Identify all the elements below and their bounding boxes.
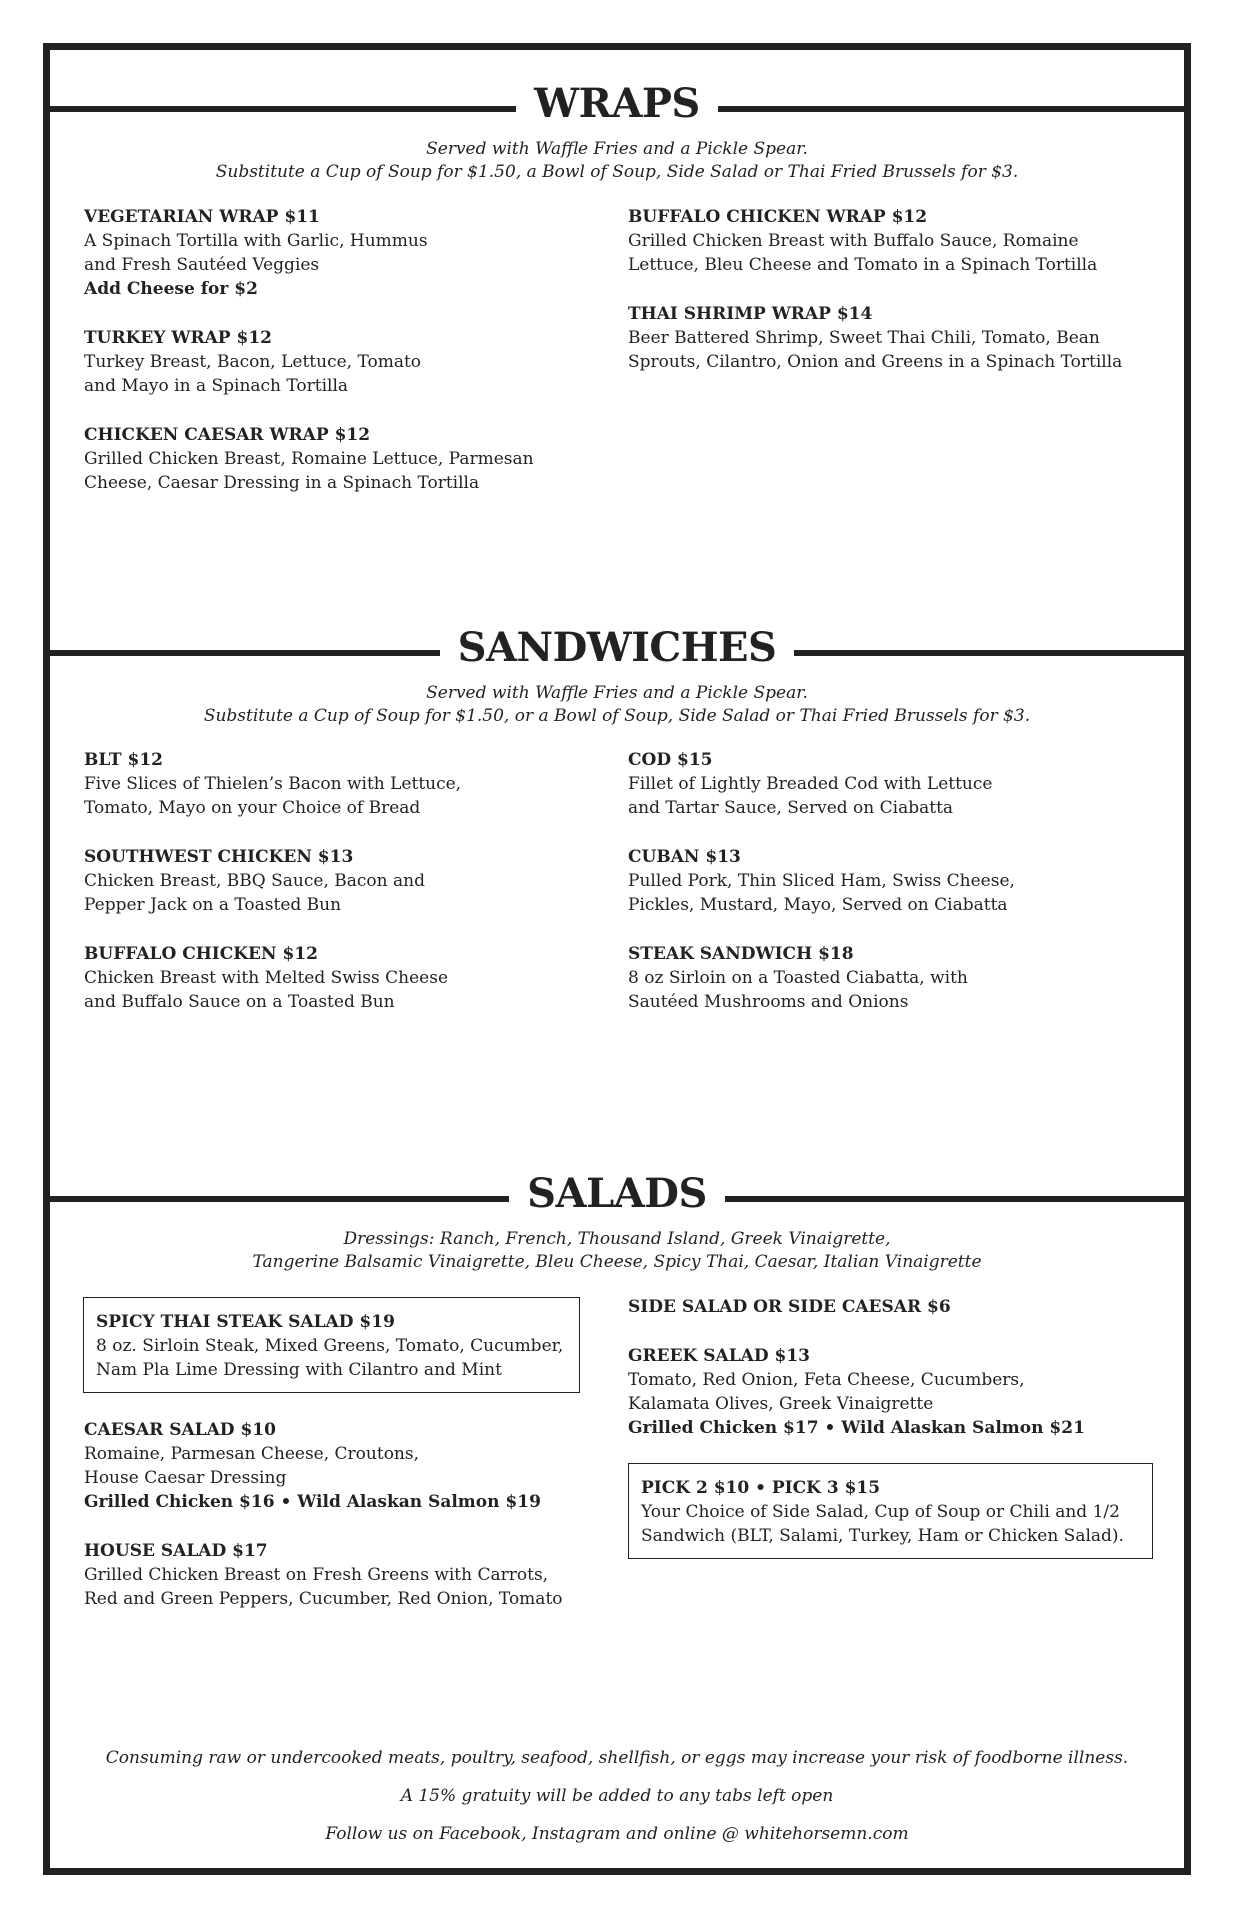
item-name: BUFFALO CHICKEN WRAP $12	[628, 207, 928, 227]
item-name: STEAK SANDWICH $18	[628, 944, 854, 964]
item-description: Lettuce, Bleu Cheese and Tomato in a Spinach Tortilla	[628, 255, 1098, 275]
social-note: Follow us on Facebook, Instagram and online @ whitehorsemn.com	[325, 1824, 909, 1844]
salads-note: Dressings: Ranch, French, Thousand Island, Greek Vinaigrette, Tangerine Balsamic Vinaigrette, Bleu Cheese, Spicy Thai, Caesar, Italian Vinaigrette	[252, 1229, 982, 1272]
salads-left-column	[84, 1312, 569, 1636]
menu-item	[628, 748, 1168, 820]
item-description: Kalamata Olives, Greek Vinaigrette	[628, 1394, 934, 1414]
menu-item	[628, 302, 1168, 374]
salads-title: SALADS	[509, 1170, 725, 1217]
sandwiches-note: Served with Waffle Fries and a Pickle Spear. Substitute a Cup of Soup for $1.50, or a Bowl of Soup, Side Salad or Thai Fried Brussels for $3.	[203, 683, 1031, 726]
item-description: A Spinach Tortilla with Garlic, Hummus	[84, 231, 428, 251]
wraps-left-column	[84, 205, 584, 520]
item-addon: Grilled Chicken $17 • Wild Alaskan Salmon $21	[628, 1418, 1085, 1438]
menu-item	[84, 942, 584, 1014]
menu-item	[628, 205, 1168, 277]
item-name: BUFFALO CHICKEN $12	[84, 944, 318, 964]
item-description: Tomato, Mayo on your Choice of Bread	[84, 798, 421, 818]
item-description: Cheese, Caesar Dressing in a Spinach Tortilla	[84, 473, 480, 493]
item-description: Beer Battered Shrimp, Sweet Thai Chili, Tomato, Bean	[628, 328, 1100, 348]
item-name: HOUSE SALAD $17	[84, 1541, 268, 1561]
item-description: Pulled Pork, Thin Sliced Ham, Swiss Cheese,	[628, 871, 1015, 891]
item-description: Pepper Jack on a Toasted Bun	[84, 895, 342, 915]
wraps-note: Served with Waffle Fries and a Pickle Spear. Substitute a Cup of Soup for $1.50, a Bowl of Soup, Side Salad or Thai Fried Brussels for $3.	[215, 139, 1019, 182]
item-name: SOUTHWEST CHICKEN $13	[84, 847, 354, 867]
wraps-title: WRAPS	[516, 80, 718, 127]
item-name: SIDE SALAD OR SIDE CAESAR $6	[628, 1297, 951, 1317]
item-description: Grilled Chicken Breast on Fresh Greens with Carrots,	[84, 1565, 549, 1585]
item-description: Turkey Breast, Bacon, Lettuce, Tomato	[84, 352, 422, 372]
item-description: Pickles, Mustard, Mayo, Served on Ciabatta	[628, 895, 1008, 915]
item-description: Five Slices of Thielen’s Bacon with Lettuce,	[84, 774, 462, 794]
menu-item	[628, 1344, 1168, 1440]
item-description: Grilled Chicken Breast, Romaine Lettuce, Parmesan	[84, 449, 534, 469]
item-description: and Buffalo Sauce on a Toasted Bun	[84, 992, 395, 1012]
sandwiches-right-column	[628, 748, 1168, 1039]
item-name: COD $15	[628, 750, 713, 770]
wraps-right-column	[628, 205, 1168, 399]
item-name: THAI SHRIMP WRAP $14	[628, 304, 873, 324]
item-name: TURKEY WRAP $12	[84, 328, 272, 348]
item-name: CHICKEN CAESAR WRAP $12	[84, 425, 371, 445]
item-description: Your Choice of Side Salad, Cup of Soup or Chili and 1/2	[641, 1502, 1120, 1522]
item-name: SPICY THAI STEAK SALAD $19	[96, 1312, 395, 1332]
item-description: Sautéed Mushrooms and Onions	[628, 992, 909, 1012]
menu-item	[84, 1418, 569, 1514]
item-addon: Grilled Chicken $16 • Wild Alaskan Salmon $19	[84, 1492, 541, 1512]
sandwiches-title: SANDWICHES	[440, 624, 795, 671]
salads-right-column	[628, 1295, 1168, 1584]
item-name: PICK 2 $10 • PICK 3 $15	[641, 1478, 881, 1498]
item-description: and Mayo in a Spinach Tortilla	[84, 376, 349, 396]
item-description: Fillet of Lightly Breaded Cod with Lettuce	[628, 774, 993, 794]
gratuity-note: A 15% gratuity will be added to any tabs left open	[400, 1786, 834, 1806]
item-description: House Caesar Dressing	[84, 1468, 287, 1488]
menu-item	[84, 205, 584, 301]
menu-item	[84, 845, 584, 917]
foodborne-warning: Consuming raw or undercooked meats, poultry, seafood, shellfish, or eggs may increase your risk of foodborne illness.	[105, 1748, 1129, 1768]
item-name: BLT $12	[84, 750, 163, 770]
menu-item	[628, 1295, 1168, 1319]
item-addon: Add Cheese for $2	[84, 279, 258, 299]
item-description: Nam Pla Lime Dressing with Cilantro and Mint	[96, 1360, 502, 1380]
menu-item	[84, 326, 584, 398]
item-description: and Fresh Sautéed Veggies	[84, 255, 320, 275]
item-name: CUBAN $13	[628, 847, 741, 867]
menu-item	[628, 845, 1168, 917]
item-description: Sandwich (BLT, Salami, Turkey, Ham or Chicken Salad).	[641, 1526, 1124, 1546]
item-description: 8 oz Sirloin on a Toasted Ciabatta, with	[628, 968, 968, 988]
item-name: GREEK SALAD $13	[628, 1346, 811, 1366]
item-name: VEGETARIAN WRAP $11	[84, 207, 320, 227]
menu-item	[84, 423, 584, 495]
item-description: Tomato, Red Onion, Feta Cheese, Cucumbers,	[628, 1370, 1025, 1390]
menu-frame	[43, 43, 1191, 1875]
item-description: and Tartar Sauce, Served on Ciabatta	[628, 798, 954, 818]
boxed-menu-item	[83, 1297, 580, 1393]
item-description: Grilled Chicken Breast with Buffalo Sauce, Romaine	[628, 231, 1079, 251]
item-description: Chicken Breast with Melted Swiss Cheese	[84, 968, 449, 988]
item-description: Romaine, Parmesan Cheese, Croutons,	[84, 1444, 420, 1464]
item-description: Chicken Breast, BBQ Sauce, Bacon and	[84, 871, 425, 891]
item-description: 8 oz. Sirloin Steak, Mixed Greens, Tomato, Cucumber,	[96, 1336, 564, 1356]
menu-item	[84, 748, 584, 820]
item-description: Red and Green Peppers, Cucumber, Red Onion, Tomato	[84, 1589, 563, 1609]
item-name: CAESAR SALAD $10	[84, 1420, 276, 1440]
item-description: Sprouts, Cilantro, Onion and Greens in a Spinach Tortilla	[628, 352, 1123, 372]
menu-item	[84, 1539, 569, 1611]
menu-item	[628, 942, 1168, 1014]
boxed-menu-item	[628, 1463, 1153, 1559]
sandwiches-left-column	[84, 748, 584, 1039]
